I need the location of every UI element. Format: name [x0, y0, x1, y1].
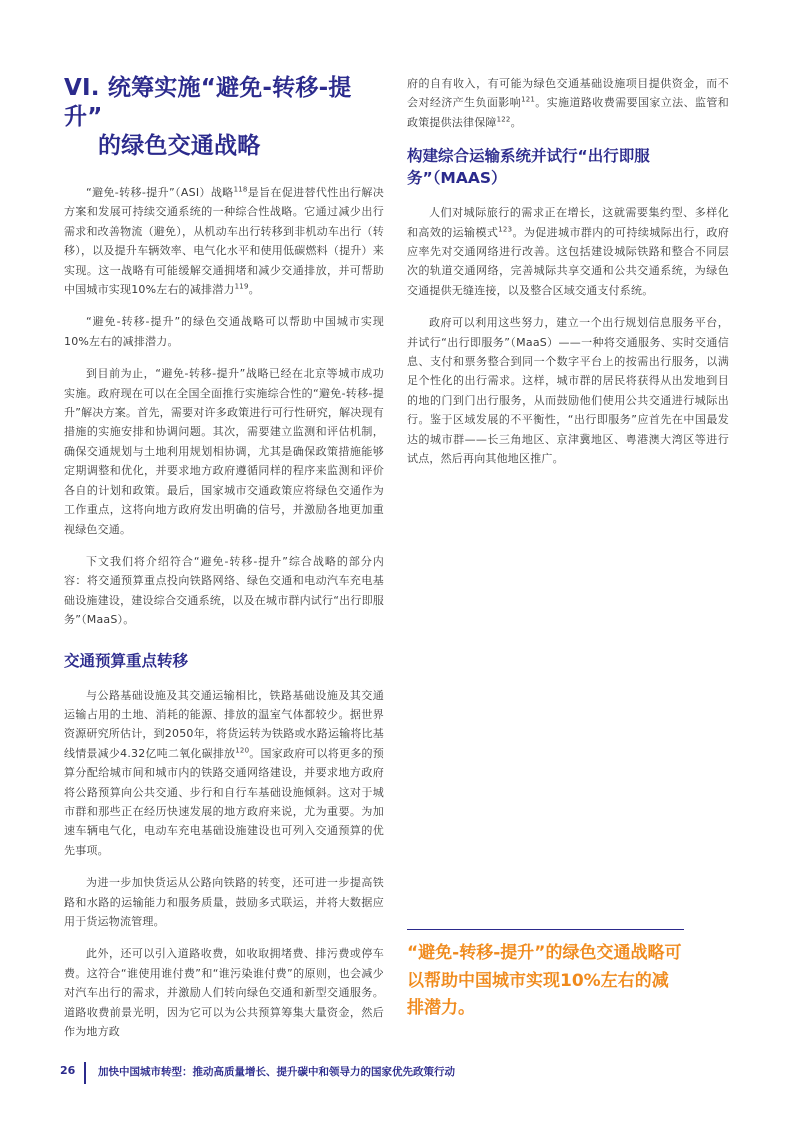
paragraph-maas-platform: 政府可以利用这些努力，建立一个出行规划信息服务平台，并试行“出行即服务”（MaaS）——一种将交通服务、实时交通信息、支付和票务整合到同一个数字平台上的按需出行服务，以满足个性化的出行需求。这样，城市群的居民将获得从出发地到目的地的门到门出行服务，从而鼓励他们使用公共交通进行城际出行。鉴于区域发展的不平衡性，“出行即服务”应首先在中国最发达的城市群——长三角地区、京津冀地区、粤港澳大湾区等进行试点，然后再向其他地区推广。 — [407, 316, 729, 466]
footnote-ref: 123 — [498, 224, 513, 233]
section-title — [64, 74, 384, 161]
text-span: 。 — [248, 283, 260, 297]
left-column — [64, 74, 384, 1054]
footnote-ref: 119 — [234, 282, 249, 291]
footnote-ref: 122 — [496, 115, 511, 124]
paragraph-road-pricing: 此外，还可以引入道路收费，如收取拥堵费、排污费或停车费。这符合“谁使用谁付费”和“谁污染谁付费”的原则，也会减少对汽车出行的需求，并激励人们转向绿色交通和新型交通服务。道路收费前景光明，因为它可以为公共预算筹集大量资金，然后作为地方政 — [64, 947, 384, 1039]
text-span: 与公路基础设施及其交通运输相比，铁路基础设施及其交通运输占用的土地、消耗的能源、排放的温室气体都较少。据世界资源研究所估计，到2050年，将货运转为铁路或水路运输将比基线情景减少4.32亿吨二氧化碳排放 — [64, 688, 384, 760]
footer-title: 加快中国城市转型：推动高质量增长、提升碳中和领导力的国家优先政策行动 — [98, 1066, 455, 1078]
text-span: 是旨在促进替代性出行解决方案和发展可持续交通系统的一种综合性战略。它通过减少出行需求和改善物流（避免），从机动车出行转移到非机动车出行（转移），以及提升车辆效率、电气化水平和使用低碳燃料（提升）来实现。这一战略有可能缓解交通拥堵和减少交通排放，并可帮助中国城市实现10%左右的减排潜力 — [64, 186, 384, 297]
text-span: 府的自有收入，有可能为绿色交通基础设施项目提供资金，而不会对经济产生负面影响 — [407, 77, 729, 110]
footer-divider — [84, 1062, 86, 1084]
text-span: 。实施道路收费需要国家立法、监管和政策提供法律保障 — [407, 96, 730, 129]
text-span: 。为促进城市群内的可持续城际出行，政府应率先对交通网络进行改善。这包括建设城际铁路和整合不同层次的轨道交通网络，完善城际共享交通和公共交通系统，为绿色交通提供无缝连接，以及整合区域交通支付系统。 — [407, 225, 729, 297]
paragraph-road-pricing-cont — [407, 74, 729, 132]
paragraph-rail-budget — [64, 686, 384, 861]
paragraph-asi-overview: 下文我们将介绍符合“避免-转移-提升”综合战略的部分内容：将交通预算重点投向铁路网络、绿色交通和电动汽车充电基础设施建设，建设综合交通系统，以及在城市群内试行“出行即服务”（MaaS）。 — [64, 554, 384, 627]
pullquote-divider — [407, 929, 684, 930]
paragraph-asi-intro — [64, 183, 384, 299]
footnote-ref: 118 — [233, 185, 248, 194]
footnote-ref: 121 — [521, 95, 536, 104]
section-title-line2: 的绿色交通战略 — [98, 133, 261, 159]
section-title-line1: VI. 统筹实施“避免-转移-提升” — [64, 75, 352, 130]
paragraph-intercity-demand — [407, 203, 729, 300]
text-span: “避免-转移-提升”（ASI）战略 — [86, 186, 234, 199]
paragraph-asi-implementation: 到目前为止，“避免-转移-提升”战略已经在北京等城市成功实施。政府现在可以在全国全面推行实施综合性的“避免-转移-提升”解决方案。首先，需要对许多政策进行可行性研究，解决现有措施的实施安排和协调问题。其次，需要建立监测和评估机制，确保交通规划与土地利用规划相协调，尤其是确保政策措施能够定期调整和优化，并要求地方政府遵循同样的程序来监测和评价各自的计划和政策。最后，国家城市交通政策应将绿色交通作为工作重点，这将向地方政府发出明确的信号，并激励各地更加重视绿色交通。 — [64, 367, 384, 536]
text-span: 。 — [510, 115, 522, 129]
subheading-budget-shift: 交通预算重点转移 — [64, 651, 189, 670]
paragraph-freight-shift: 为进一步加快货运从公路向铁路的转变，还可进一步提高铁路和水路的运输能力和服务质量，鼓励多式联运，并将大数据应用于货运物流管理。 — [64, 876, 384, 928]
footnote-ref: 120 — [235, 746, 250, 755]
text-span: 人们对城际旅行的需求正在增长，这就需要集约型、多样化和高效的运输模式 — [407, 206, 729, 239]
text-span: 。国家政府可以将更多的预算分配给城市间和城市内的铁路交通网络建设，并要求地方政府将公路预算向公共交通、步行和自行车基础设施倾斜。这对于城市群和那些正在经历快速发展的地方政府来说，尤为重要。为加速车辆电气化，电动车充电基础设施建设也可列入交通预算的优先事项。 — [64, 746, 384, 857]
right-column — [407, 74, 729, 482]
pullquote: “避免-转移-提升”的绿色交通战略可以帮助中国城市实现10%左右的减排潜力。 — [407, 943, 682, 1018]
paragraph-asi-potential: “避免-转移-提升”的绿色交通战略可以帮助中国城市实现10%左右的减排潜力。 — [64, 315, 384, 348]
subheading-maas: 构建综合运输系统并试行“出行即服务”（MAAS） — [407, 147, 650, 188]
page-number: 26 — [60, 1064, 76, 1077]
